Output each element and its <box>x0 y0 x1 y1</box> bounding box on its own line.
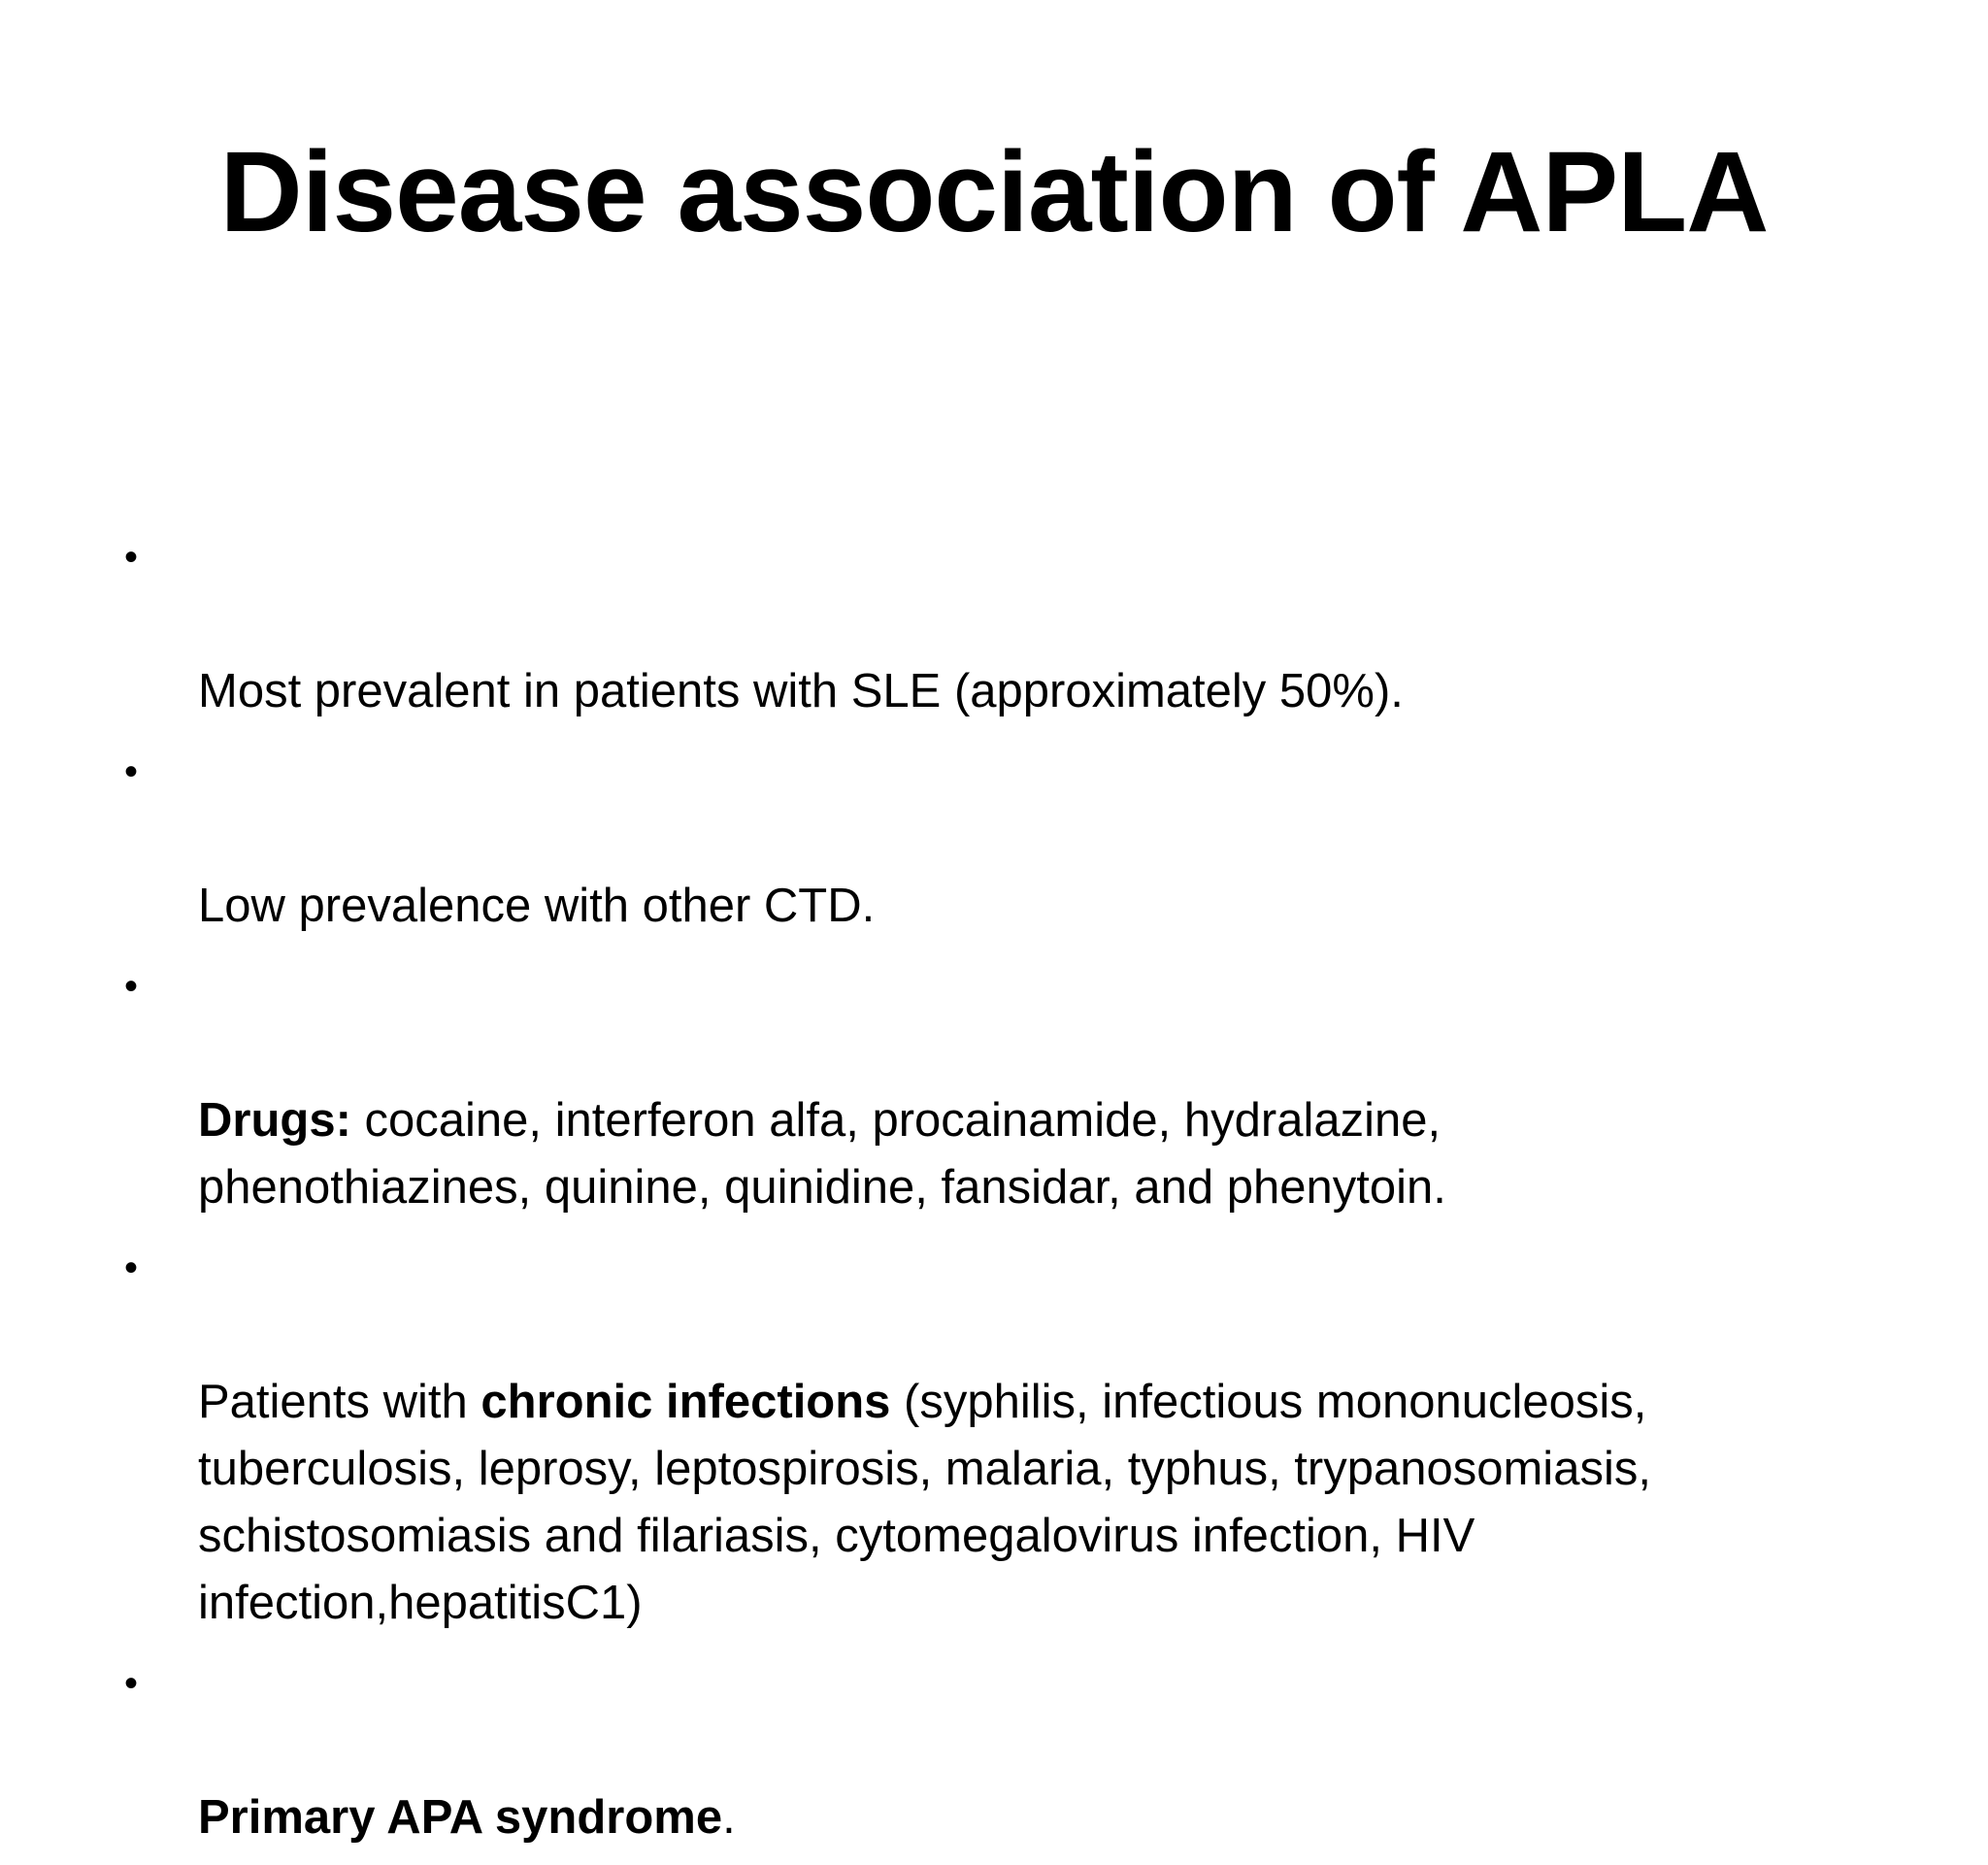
bullet-item-primary-apa <box>116 1650 1903 1851</box>
bullet-text: Low prevalence with other CTD. <box>198 880 876 932</box>
bullet-list <box>116 524 1903 1865</box>
bullet-icon: • <box>123 536 138 579</box>
bullet-prefix: Patients with <box>198 1376 481 1428</box>
bullet-icon: • <box>123 1247 138 1289</box>
bullet-text: (syphilis, infectious mononucleosis, tuberculosis, leprosy, leptospirosis, malaria, typhus, trypanosomiasis, schistosomiasis and filariasis, cytomegalovirus infection, HIV infection,hepatitisC1) <box>198 1376 1651 1629</box>
bullet-bold-label: chronic infections <box>480 1376 891 1428</box>
bullet-text: cocaine, interferon alfa, procainamide, hydralazine, phenothiazines, quinine, quinidine, fansidar, and phenytoin. <box>198 1094 1446 1214</box>
bullet-icon: • <box>123 750 138 793</box>
bullet-bold-label: Primary APA syndrome <box>198 1791 723 1844</box>
bullet-icon: • <box>123 1662 138 1705</box>
slide-title: Disease association of APLA <box>219 128 1769 256</box>
bullet-item-ctd <box>116 739 1903 940</box>
bullet-bold-label: Drugs: <box>198 1094 351 1147</box>
bullet-item-infections <box>116 1235 1903 1637</box>
bullet-item-drugs <box>116 953 1903 1221</box>
bullet-item-sle <box>116 524 1903 725</box>
bullet-text: Most prevalent in patients with SLE (approximately 50%). <box>198 665 1404 717</box>
bullet-icon: • <box>123 965 138 1008</box>
bullet-text: . <box>722 1791 736 1844</box>
